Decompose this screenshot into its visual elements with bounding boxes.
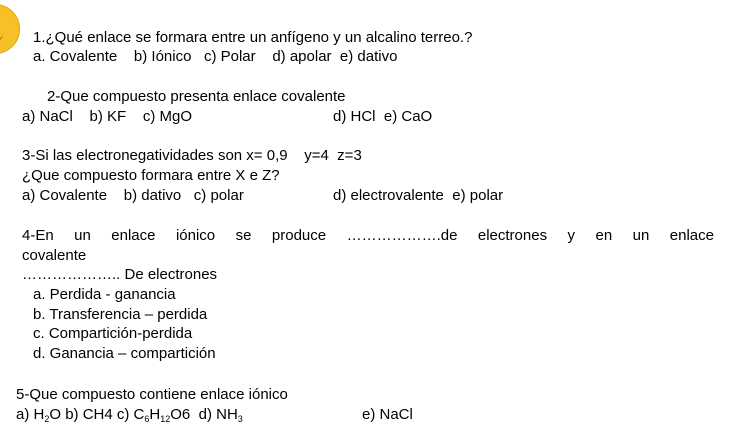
q5-option-e: e) NaCl <box>362 406 413 423</box>
question-5: 5-Que compuesto contiene enlace iónico <box>16 386 288 403</box>
q5-option-a: a) $H_2O$ <box>16 406 62 424</box>
q2-option-c: c) MgO <box>142 108 193 125</box>
q5-option-b: b) CH4 <box>65 406 113 423</box>
q3-option-c: c) polar <box>193 187 244 204</box>
question-5-options-left <box>16 406 243 424</box>
q4-option-b: b. Transferencia – perdida <box>33 306 208 323</box>
question-3-options-right <box>333 187 503 205</box>
question-2-options-left <box>22 108 192 126</box>
q3-option-e: e) polar <box>452 187 504 204</box>
q2-option-e: e) CaO <box>383 108 433 125</box>
question-3-options-left <box>22 187 244 205</box>
q2-option-d: d) HCl <box>333 108 376 125</box>
q2-option-a: a) NaCl <box>22 108 73 125</box>
emoji-face-icon <box>0 4 20 54</box>
q1-option-a: a. Covalente <box>33 48 118 65</box>
q2-option-b: b) KF <box>89 108 127 125</box>
q1-option-b: b) Iónico <box>133 48 192 65</box>
q1-option-e: e) dativo <box>339 48 398 65</box>
question-2: 2-Que compuesto presenta enlace covalente <box>47 88 346 105</box>
q5-option-c: c) $C_6H_{12}O6$ <box>116 406 191 424</box>
question-1: 1.¿Qué enlace se formara entre un anfígeno y un alcalino terreo.? <box>33 29 473 46</box>
q1-option-c: c) Polar <box>203 48 256 65</box>
q4-option-a: a. Perdida - ganancia <box>33 286 176 303</box>
question-2-options-right <box>333 108 432 126</box>
question-4-line-1: 4-En un enlace iónico se produce ……………….de electrones y en un enlace <box>22 227 714 244</box>
q3-option-a: a) Covalente <box>22 187 108 204</box>
q1-option-d: d) apolar <box>272 48 332 65</box>
question-4-line-2: covalente <box>22 247 87 264</box>
q5-option-d: d) $NH_3$ <box>198 406 243 424</box>
question-1-options <box>33 48 397 66</box>
question-3-line-1: 3-Si las electronegatividades son x= 0,9 y=4 z=3 <box>22 147 362 164</box>
q3-option-d: d) electrovalente <box>333 187 444 204</box>
question-3-line-2: ¿Que compuesto formara entre X e Z? <box>22 167 280 184</box>
q4-option-d: d. Ganancia – compartición <box>33 345 216 362</box>
q4-option-c: c. Compartición-perdida <box>33 325 193 342</box>
question-4-line-3: ……………….. De electrones <box>22 266 218 283</box>
q3-option-b: b) dativo <box>123 187 182 204</box>
